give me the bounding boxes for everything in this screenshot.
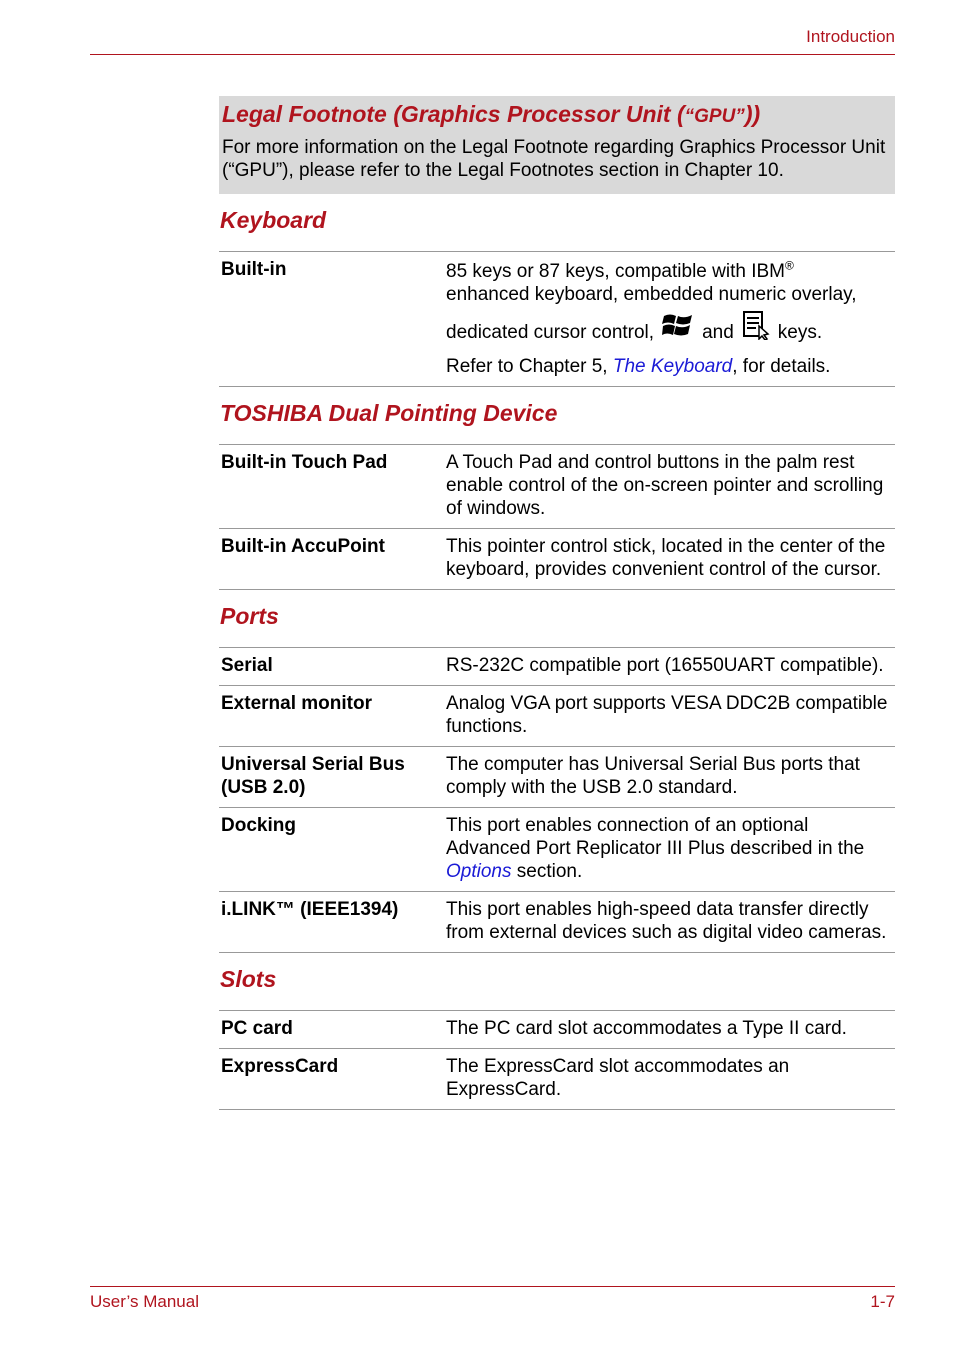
spec-term: Built-in AccuPoint (221, 536, 385, 557)
footer-manual-title: User’s Manual (90, 1292, 199, 1311)
legal-footnote-box (219, 96, 895, 194)
footnote-body: For more information on the Legal Footnote regarding Graphics Processor Unit (“GPU”), please refer to the Legal Footnotes section in Chapter 10. (222, 137, 886, 181)
spec-description: Analog VGA port supports VESA DDC2B compatible functions. (446, 693, 888, 737)
table-row (219, 252, 895, 387)
table-row (219, 747, 895, 808)
spec-description: This pointer control stick, located in the center of the keyboard, provides convenient control of the cursor. (446, 536, 886, 580)
spec-term: PC card (221, 1018, 293, 1039)
spec-term: ExpressCard (221, 1056, 339, 1077)
pointing-device-table (219, 444, 895, 590)
spec-description: This port enables high-speed data transfer directly from external devices such as digital video cameras. (446, 899, 887, 943)
spec-term: Built-in (221, 259, 287, 280)
keyboard-table (219, 251, 895, 387)
spec-description: The PC card slot accommodates a Type II card. (446, 1018, 847, 1039)
options-link[interactable]: Options (446, 861, 512, 882)
running-header: Introduction (806, 27, 895, 46)
spec-description: The ExpressCard slot accommodates an ExpressCard. (446, 1056, 790, 1100)
spec-term: i.LINK™ (IEEE1394) (221, 899, 399, 920)
section-title-pointing-device: TOSHIBA Dual Pointing Device (220, 400, 558, 426)
ports-table (219, 647, 895, 953)
table-row (219, 648, 895, 686)
table-row (219, 1049, 895, 1110)
keyboard-line-1: 85 keys or 87 keys, compatible with IBM® (446, 258, 794, 282)
footnote-title: Legal Footnote (Graphics Processor Unit (“GPU”)) (222, 101, 761, 127)
table-row (219, 1011, 895, 1049)
table-row (219, 686, 895, 747)
table-row (219, 445, 895, 529)
application-key-icon (742, 310, 770, 355)
spec-description: This port enables connection of an optional Advanced Port Replicator III Plus described in the Options section. (446, 815, 865, 882)
table-row (219, 808, 895, 892)
spec-term: External monitor (221, 693, 372, 714)
page-number: 1-7 (870, 1292, 895, 1311)
section-title-ports: Ports (220, 603, 279, 629)
spec-term: Serial (221, 655, 273, 676)
header-divider (90, 54, 895, 55)
section-title-slots: Slots (220, 966, 277, 992)
footer-divider (90, 1286, 895, 1287)
keyboard-line-4: Refer to Chapter 5, The Keyboard, for details. (446, 356, 831, 377)
section-title-keyboard: Keyboard (220, 207, 327, 233)
spec-term: Docking (221, 815, 296, 836)
the-keyboard-link[interactable]: The Keyboard (612, 356, 733, 377)
keyboard-line-2: enhanced keyboard, embedded numeric overlay, (446, 284, 857, 305)
keyboard-line-3: dedicated cursor control, and keys. (446, 310, 822, 355)
page-content (219, 96, 895, 1122)
table-row (219, 529, 895, 590)
spec-description: The computer has Universal Serial Bus ports that comply with the USB 2.0 standard. (446, 754, 860, 798)
table-row (219, 892, 895, 953)
spec-term: Built-in Touch Pad (221, 452, 388, 473)
windows-key-icon (662, 310, 694, 355)
slots-table (219, 1010, 895, 1110)
spec-description: RS-232C compatible port (16550UART compatible). (446, 655, 884, 676)
spec-term: Universal Serial Bus (USB 2.0) (221, 754, 405, 798)
spec-description (444, 252, 895, 387)
spec-description: A Touch Pad and control buttons in the palm rest enable control of the on-screen pointer and scrolling of windows. (446, 452, 884, 519)
